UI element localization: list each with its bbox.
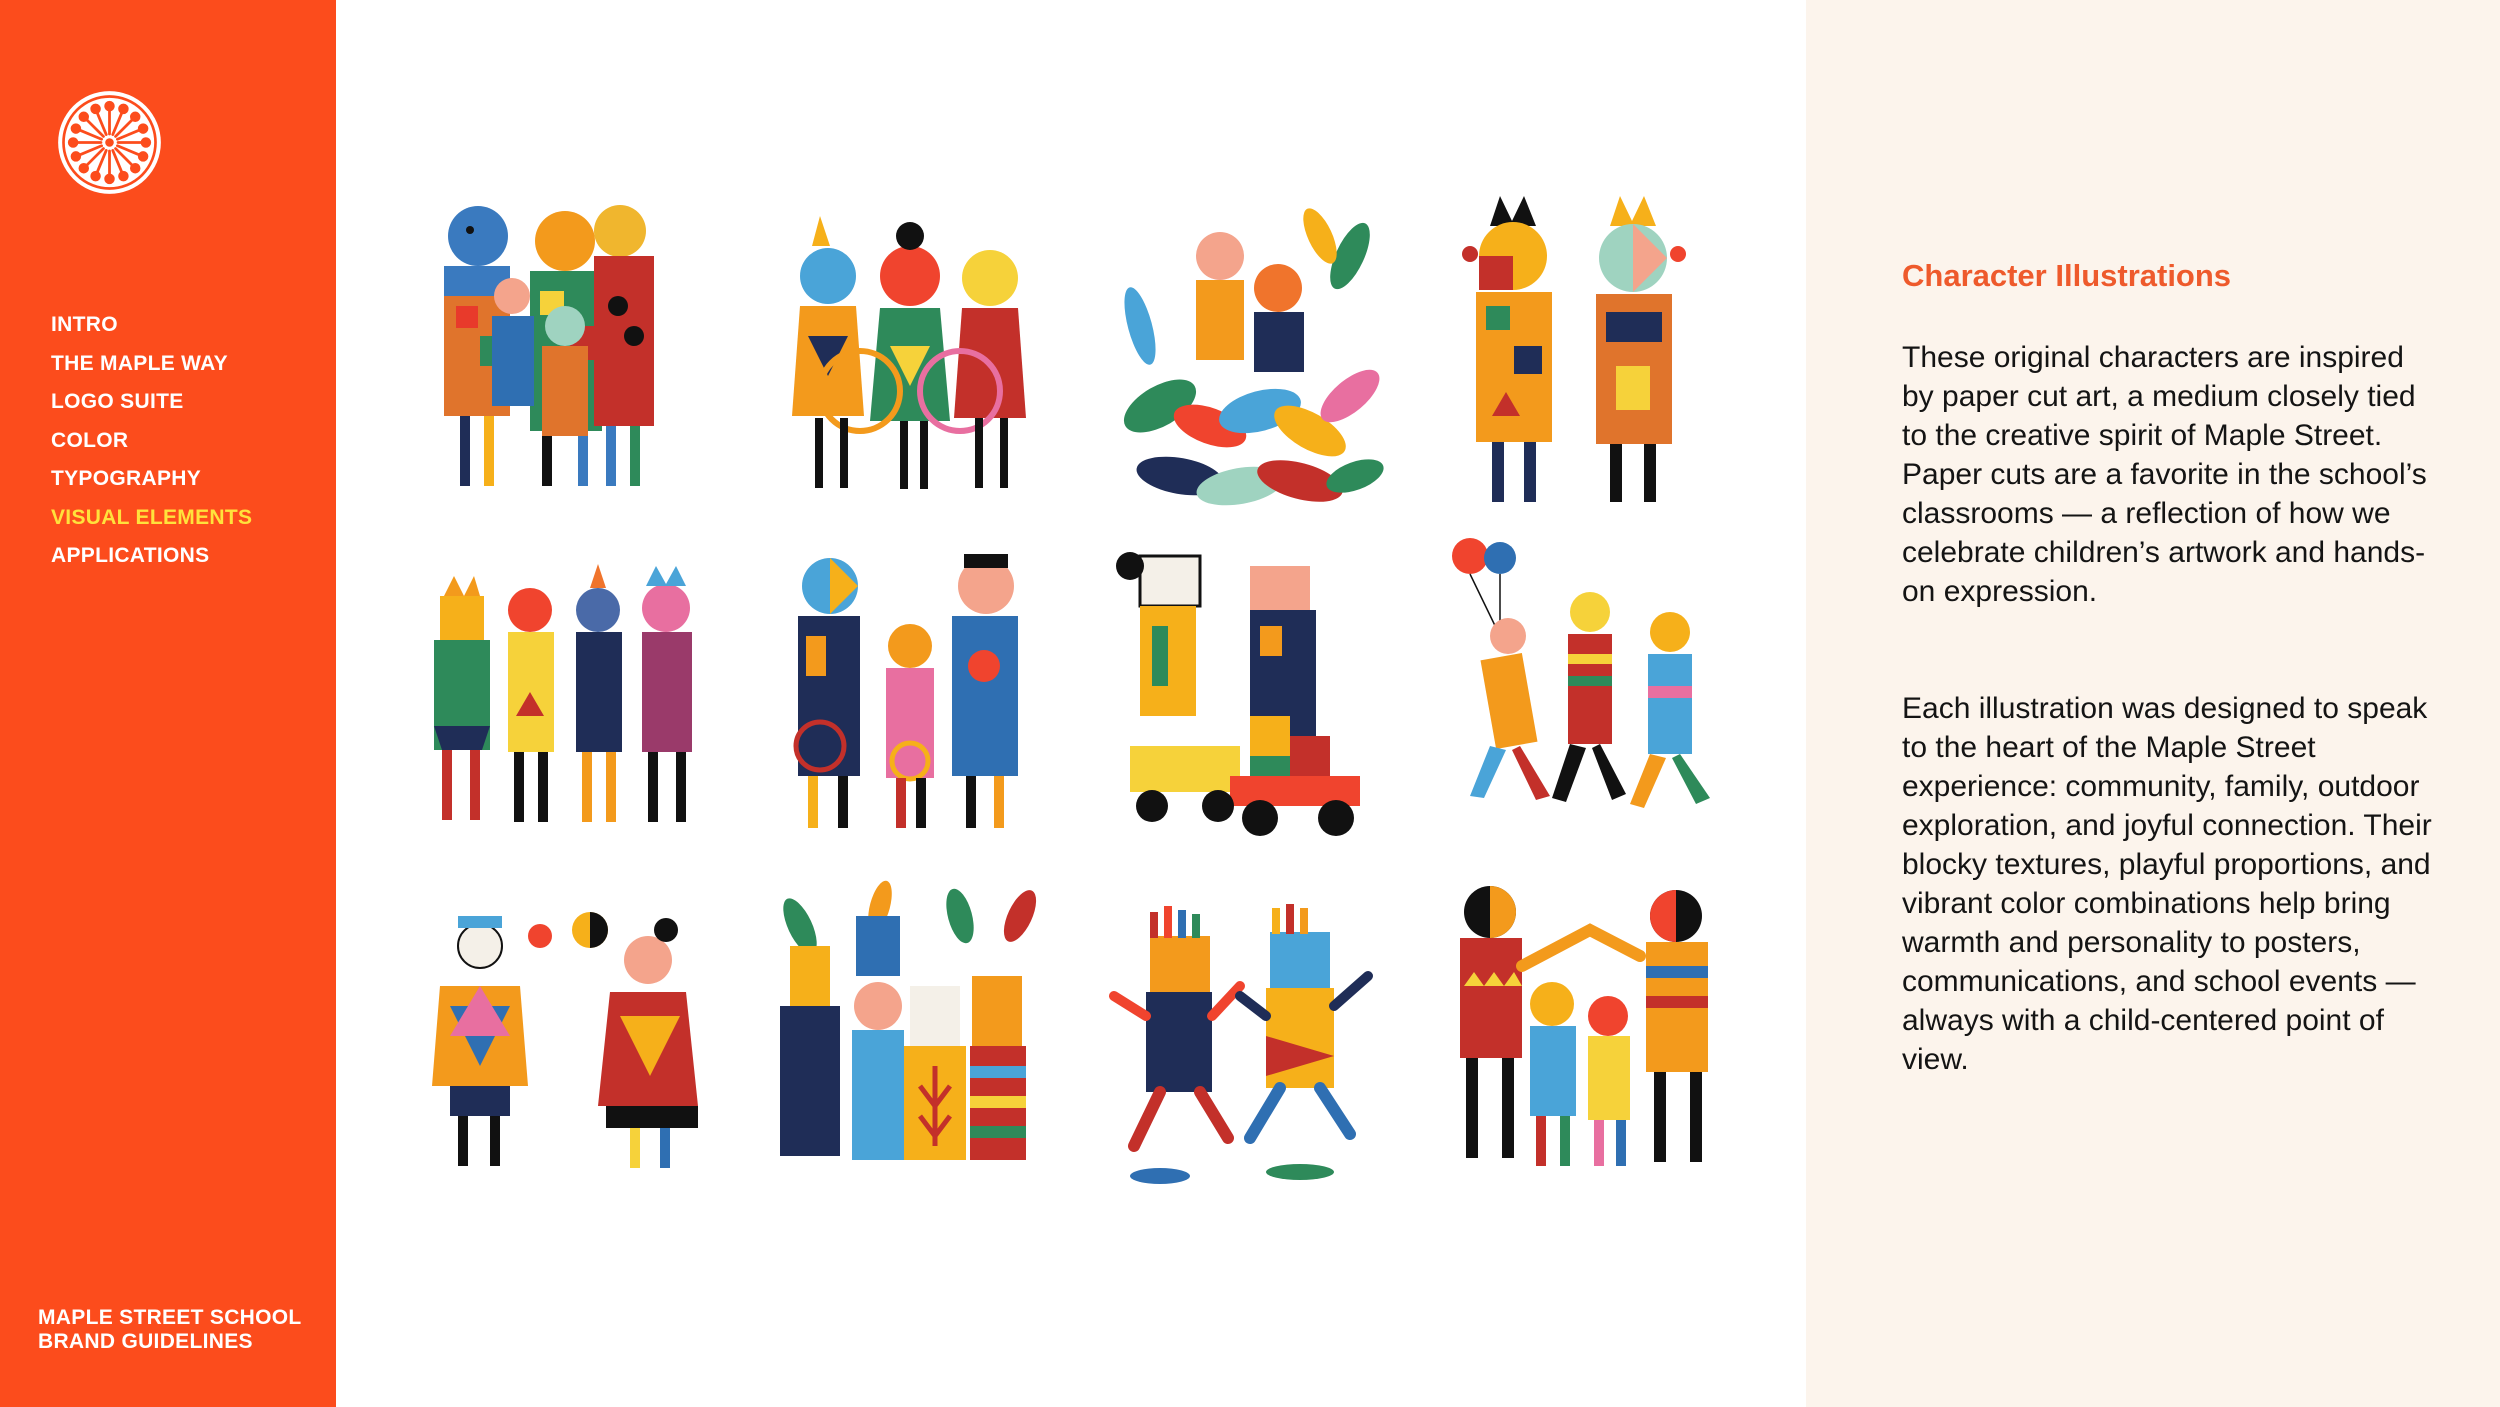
nav-item-the-maple-way[interactable]: THE MAPLE WAY <box>51 351 228 375</box>
detail-paragraph: Each illustration was designed to speak to the heart of the Maple Street experience: community, family, outdoor exploration, and joyful connection. Their blocky textures, playful proportions, and vibrant color combinations help bring warmth and personality to posters, communications, and school events — always with a child-centered point of view. <box>1902 692 2432 1076</box>
children-in-leaves-illustration <box>1100 196 1400 526</box>
running-with-balloons-illustration <box>1440 536 1740 866</box>
plant-people-illustration <box>760 876 1060 1206</box>
family-group-illustration <box>420 196 720 526</box>
section-title: Character Illustrations <box>1902 258 2232 293</box>
nav-item-color[interactable]: COLOR <box>51 428 129 452</box>
footer-line-school: MAPLE STREET SCHOOL <box>38 1306 302 1329</box>
flower-burst-logo-icon[interactable] <box>56 89 163 196</box>
main-nav <box>51 306 252 576</box>
footer-line-guidelines: BRAND GUIDELINES <box>38 1330 253 1353</box>
crowned-pair-illustration <box>1440 196 1740 526</box>
illustration-gallery <box>420 196 1750 1216</box>
three-friends-hoops-illustration <box>760 196 1060 526</box>
nav-item-applications[interactable]: APPLICATIONS <box>51 544 210 567</box>
intro-paragraph: These original characters are inspired by paper cut art, a medium closely tied to the creative spirit of Maple Street. Paper cuts are a favorite in the school’s classrooms — a reflection of how we celebrate children’s artwork and hands-on expression. <box>1902 341 2427 608</box>
four-friends-illustration <box>420 536 720 866</box>
dancing-pair-illustration <box>1100 876 1400 1206</box>
family-dance-illustration <box>1440 876 1740 1206</box>
sidebar <box>0 0 336 1407</box>
nav-item-intro[interactable]: INTRO <box>51 313 118 336</box>
jugglers-illustration <box>420 876 720 1206</box>
musicians-illustration <box>760 536 1060 866</box>
kids-with-wagon-illustration <box>1100 536 1400 866</box>
nav-item-typography[interactable]: TYPOGRAPHY <box>51 467 202 490</box>
nav-item-visual-elements[interactable]: VISUAL ELEMENTS <box>51 505 253 529</box>
nav-item-logo-suite[interactable]: LOGO SUITE <box>51 390 184 413</box>
description-panel <box>1806 0 2500 1407</box>
brand-footer <box>38 1306 302 1354</box>
